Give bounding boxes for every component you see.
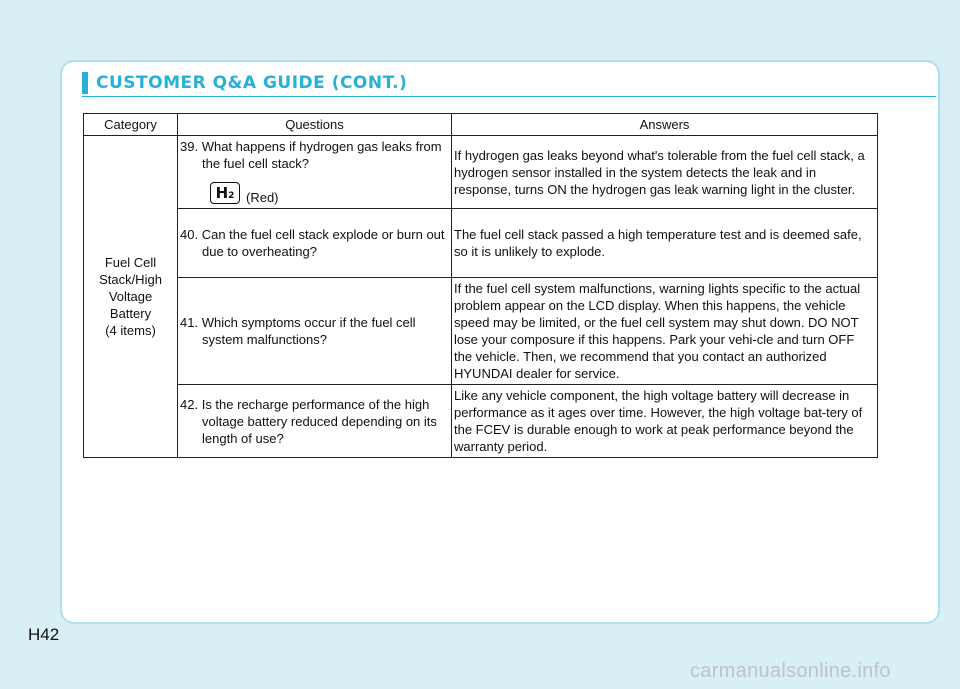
category-line: Fuel Cell	[104, 255, 157, 270]
question-text	[180, 138, 449, 172]
question-body: Is the recharge performance of the high voltage battery reduced depending on its length of use?	[201, 396, 437, 446]
question-cell	[178, 278, 452, 385]
question-number: 40.	[180, 227, 199, 242]
question-number: 41.	[180, 315, 199, 330]
question-cell	[178, 136, 452, 209]
section-header	[82, 72, 407, 94]
header-accent-bar	[82, 72, 88, 94]
icon-color-label: (Red)	[246, 189, 279, 205]
category-cell	[84, 136, 178, 458]
hydrogen-indicator	[210, 180, 449, 206]
question-cell	[178, 209, 452, 278]
table-row	[84, 278, 878, 385]
question-body: Which symptoms occur if the fuel cell system malfunctions?	[201, 315, 416, 347]
page-number: H42	[28, 625, 60, 644]
answer-cell: If the fuel cell system malfunctions, warning lights specific to the actual problem appear on the LCD display. When this happens, the vehicle speed may be limited, or the fuel cell system may shut down. DO NOT lose your composure if this happens. Park your vehi-cle and turn OFF the vehicle. Then, we recommend that you contact an authorized HYUNDAI dealer for service.	[452, 278, 878, 385]
answer-cell: Like any vehicle component, the high voltage battery will decrease in performance as it ages over time. However, the high voltage bat-tery of the FCEV is durable enough to work at peak performance beyond the warranty period.	[452, 385, 878, 458]
watermark-link[interactable]: carmanualsonline.info	[690, 660, 891, 682]
question-text	[180, 396, 449, 447]
question-number: 39.	[180, 139, 199, 154]
h2-icon: H $_2$	[210, 182, 240, 204]
answer-cell: If hydrogen gas leaks beyond what's tolerable from the fuel cell stack, a hydrogen sensor installed in the system detects the leak and in response, turns ON the hydrogen gas leak warning light in the cluster.	[452, 136, 878, 209]
question-number: 42.	[180, 396, 199, 412]
column-header-questions: Questions	[178, 114, 452, 136]
header-rule	[82, 96, 936, 97]
question-body: What happens if hydrogen gas leaks from the fuel cell stack?	[201, 139, 442, 171]
table-row	[84, 385, 878, 458]
page-title: CUSTOMER Q&A GUIDE (CONT.)	[96, 73, 408, 93]
table-row	[84, 209, 878, 278]
question-body: Can the fuel cell stack explode or burn out due to overheating?	[201, 227, 445, 259]
column-header-category: Category	[84, 114, 178, 136]
category-line: Voltage	[108, 289, 153, 304]
column-header-answers: Answers	[452, 114, 878, 136]
category-line: (4 items)	[105, 323, 156, 338]
qa-table	[83, 113, 878, 458]
table-row	[84, 136, 878, 209]
table-header-row	[84, 114, 878, 136]
question-text	[180, 226, 449, 260]
category-line: Stack/High	[99, 272, 162, 287]
question-text	[180, 314, 449, 348]
answer-cell: The fuel cell stack passed a high temperature test and is deemed safe, so it is unlikely to explode.	[452, 209, 878, 278]
question-cell	[178, 385, 452, 458]
category-line: Battery	[109, 306, 152, 321]
